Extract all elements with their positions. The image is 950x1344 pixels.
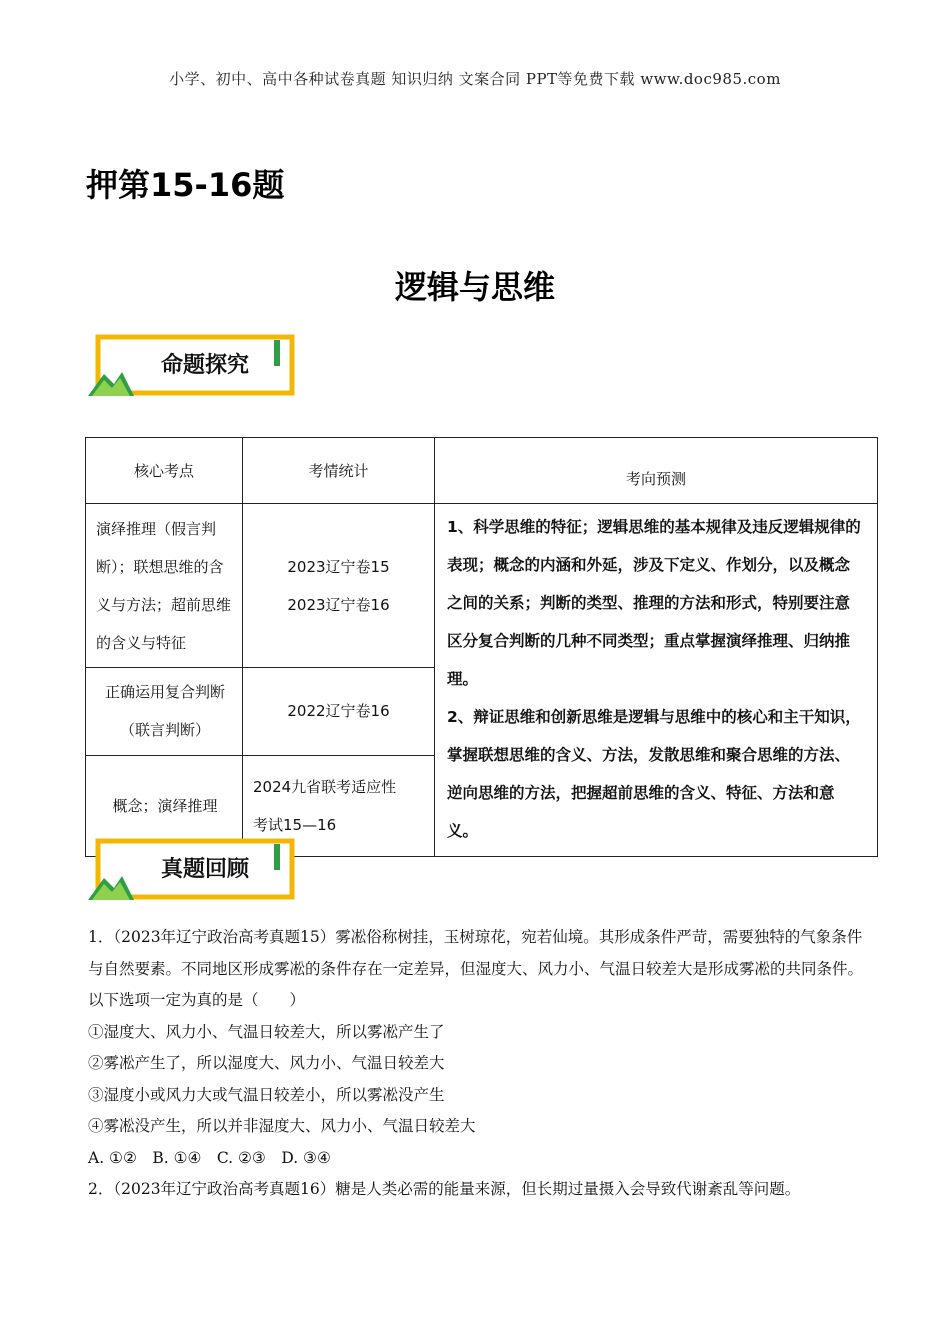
table-row [86,504,878,668]
question-option: ④雾凇没产生，所以并非湿度大、风力小、气温日较差大 [88,1117,476,1135]
table-header-row [86,438,878,504]
page-title: 押第15-16题 [86,166,285,204]
stats-cell [243,504,435,668]
section-label: 命题探究 [160,353,249,378]
forecast-cell [435,504,878,857]
question-option: ①湿度大、风力小、气温日较差大，所以雾凇产生了 [88,1022,445,1041]
forecast-paragraph: 2、辩证思维和创新思维是逻辑与思维中的核心和主干知识，掌握联想思维的含义、方法，发散思维和聚合思维的方法、逆向思维的方法，把握超前思维的含义、特征、方法和意义。 [447,708,861,840]
question-stem: 2．（2023年辽宁政治高考真题16）糖是人类必需的能量来源，但长期过量摄入会导致代谢紊乱等问题。 [88,1180,801,1198]
question-option: ②雾凇产生了，所以湿度大、风力小、气温日较差大 [88,1054,445,1072]
section-label: 真题回顾 [160,857,249,882]
stats-line: 2024九省联考适应性 [253,777,397,796]
table-header-core-point: 核心考点 [86,438,243,504]
stats-line: 2023辽宁卷15 [287,557,390,576]
core-point-cell: 演绎推理（假言判断）；联想思维的含义与方法；超前思维的含义与特征 [86,504,243,668]
forecast-paragraph: 1、科学思维的特征；逻辑思维的基本规律及违反逻辑规律的表现；概念的内涵和外延，涉及下定义、作划分，以及概念之间的关系；判断的类型、推理的方法和形式，特别要注意区分复合判断的几种不同类型；重点掌握演绎推理、归纳推理。 [447,518,861,688]
section-banner-review [88,838,298,902]
core-point-cell: 概念；演绎推理 [86,755,243,856]
question-list [88,922,868,1206]
question-option: ③湿度小或风力大或气温日较差小，所以雾凇没产生 [88,1085,445,1104]
stats-line: 2022辽宁卷16 [287,702,390,721]
stats-cell [243,668,435,755]
page-subtitle: 逻辑与思维 [394,268,555,306]
table-header-forecast: 考向预测 [435,438,878,504]
core-point-cell: 正确运用复合判断（联言判断） [86,668,243,755]
stats-line: 考试15—16 [253,815,337,834]
answer-choices: A. ①② B. ①④ C. ②③ D. ③④ [88,1148,331,1167]
page-header: 小学、初中、高中各种试卷真题 知识归纳 文案合同 PPT等免费下载 www.doc985.com [169,70,781,88]
stats-line: 2023辽宁卷16 [287,595,390,614]
question-stem: 1．（2023年辽宁政治高考真题15）雾凇俗称树挂，玉树琼花，宛若仙境。其形成条件严苛，需要独特的气象条件与自然要素。不同地区形成雾凇的条件存在一定差异，但湿度大、风力小、气温日较差大是形成雾凇的共同条件。以下选项一定为真的是（ ） [88,928,864,1009]
section-banner-proposition [88,334,298,398]
exam-analysis-table [85,437,878,857]
table-header-stats: 考情统计 [243,438,435,504]
